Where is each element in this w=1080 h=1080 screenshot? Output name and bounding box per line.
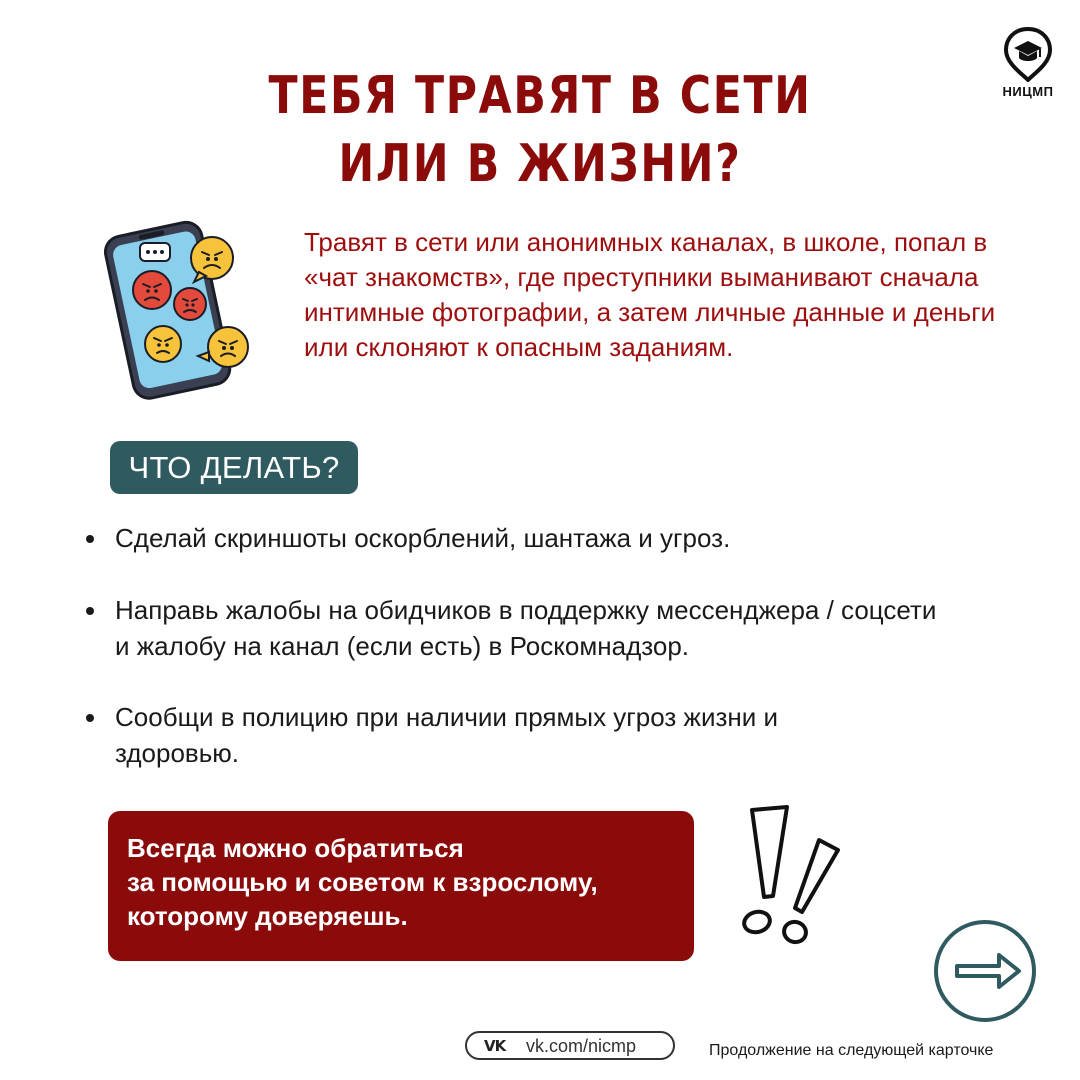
page-title	[212, 62, 868, 198]
list-item-text: Сделай скриншоты оскорблений, шантажа и угроз.	[115, 523, 731, 553]
list-item	[86, 699, 866, 771]
vk-link[interactable]: vk.com/nicmp	[526, 1036, 637, 1056]
vk-link-pill[interactable]	[465, 1031, 675, 1060]
graduation-cap-map-pin-icon	[1002, 26, 1054, 82]
list-item	[86, 520, 986, 556]
list-item-text: Направь жалобы на обидчиков в поддержку мессенджера / соцсети и жалобу на канал (если есть) в Роскомнадзор.	[115, 595, 937, 661]
bullet-dot-icon	[86, 714, 94, 722]
arrow-right-icon	[933, 919, 1037, 1023]
intro-paragraph: Травят в сети или анонимных каналах, в школе, попал в «чат знакомств», где преступники выманивают сначала интимные фотографии, а затем личные данные и деньги или склоняют к опасным заданиям.	[304, 227, 996, 362]
bullet-dot-icon	[86, 535, 94, 543]
vk-icon: VK	[484, 1037, 506, 1055]
page-title-line-2: ИЛИ В ЖИЗНИ?	[338, 134, 742, 194]
list-item	[86, 592, 946, 664]
continue-note: Продолжение на следующей карточке	[709, 1042, 994, 1059]
what-to-do-badge: ЧТО ДЕЛАТЬ?	[110, 441, 358, 494]
advice-callout	[108, 811, 694, 961]
page-title-line-1: ТЕБЯ ТРАВЯТ В СЕТИ	[268, 66, 812, 126]
phone-angry-emoji-icon	[96, 212, 266, 402]
exclamation-decor	[735, 800, 845, 950]
double-exclamation-icon	[735, 800, 845, 950]
bullet-dot-icon	[86, 607, 94, 615]
brand-logo-text: НИЦМП	[1002, 84, 1054, 99]
list-item-text: Сообщи в полицию при наличии прямых угроз жизни и здоровью.	[115, 702, 779, 768]
advice-callout-text: Всегда можно обратиться за помощью и советом к взрослому, которому доверяешь.	[127, 833, 598, 931]
next-card-button[interactable]	[933, 919, 1037, 1023]
brand-logo	[988, 26, 1068, 108]
phone-illustration	[96, 212, 266, 402]
